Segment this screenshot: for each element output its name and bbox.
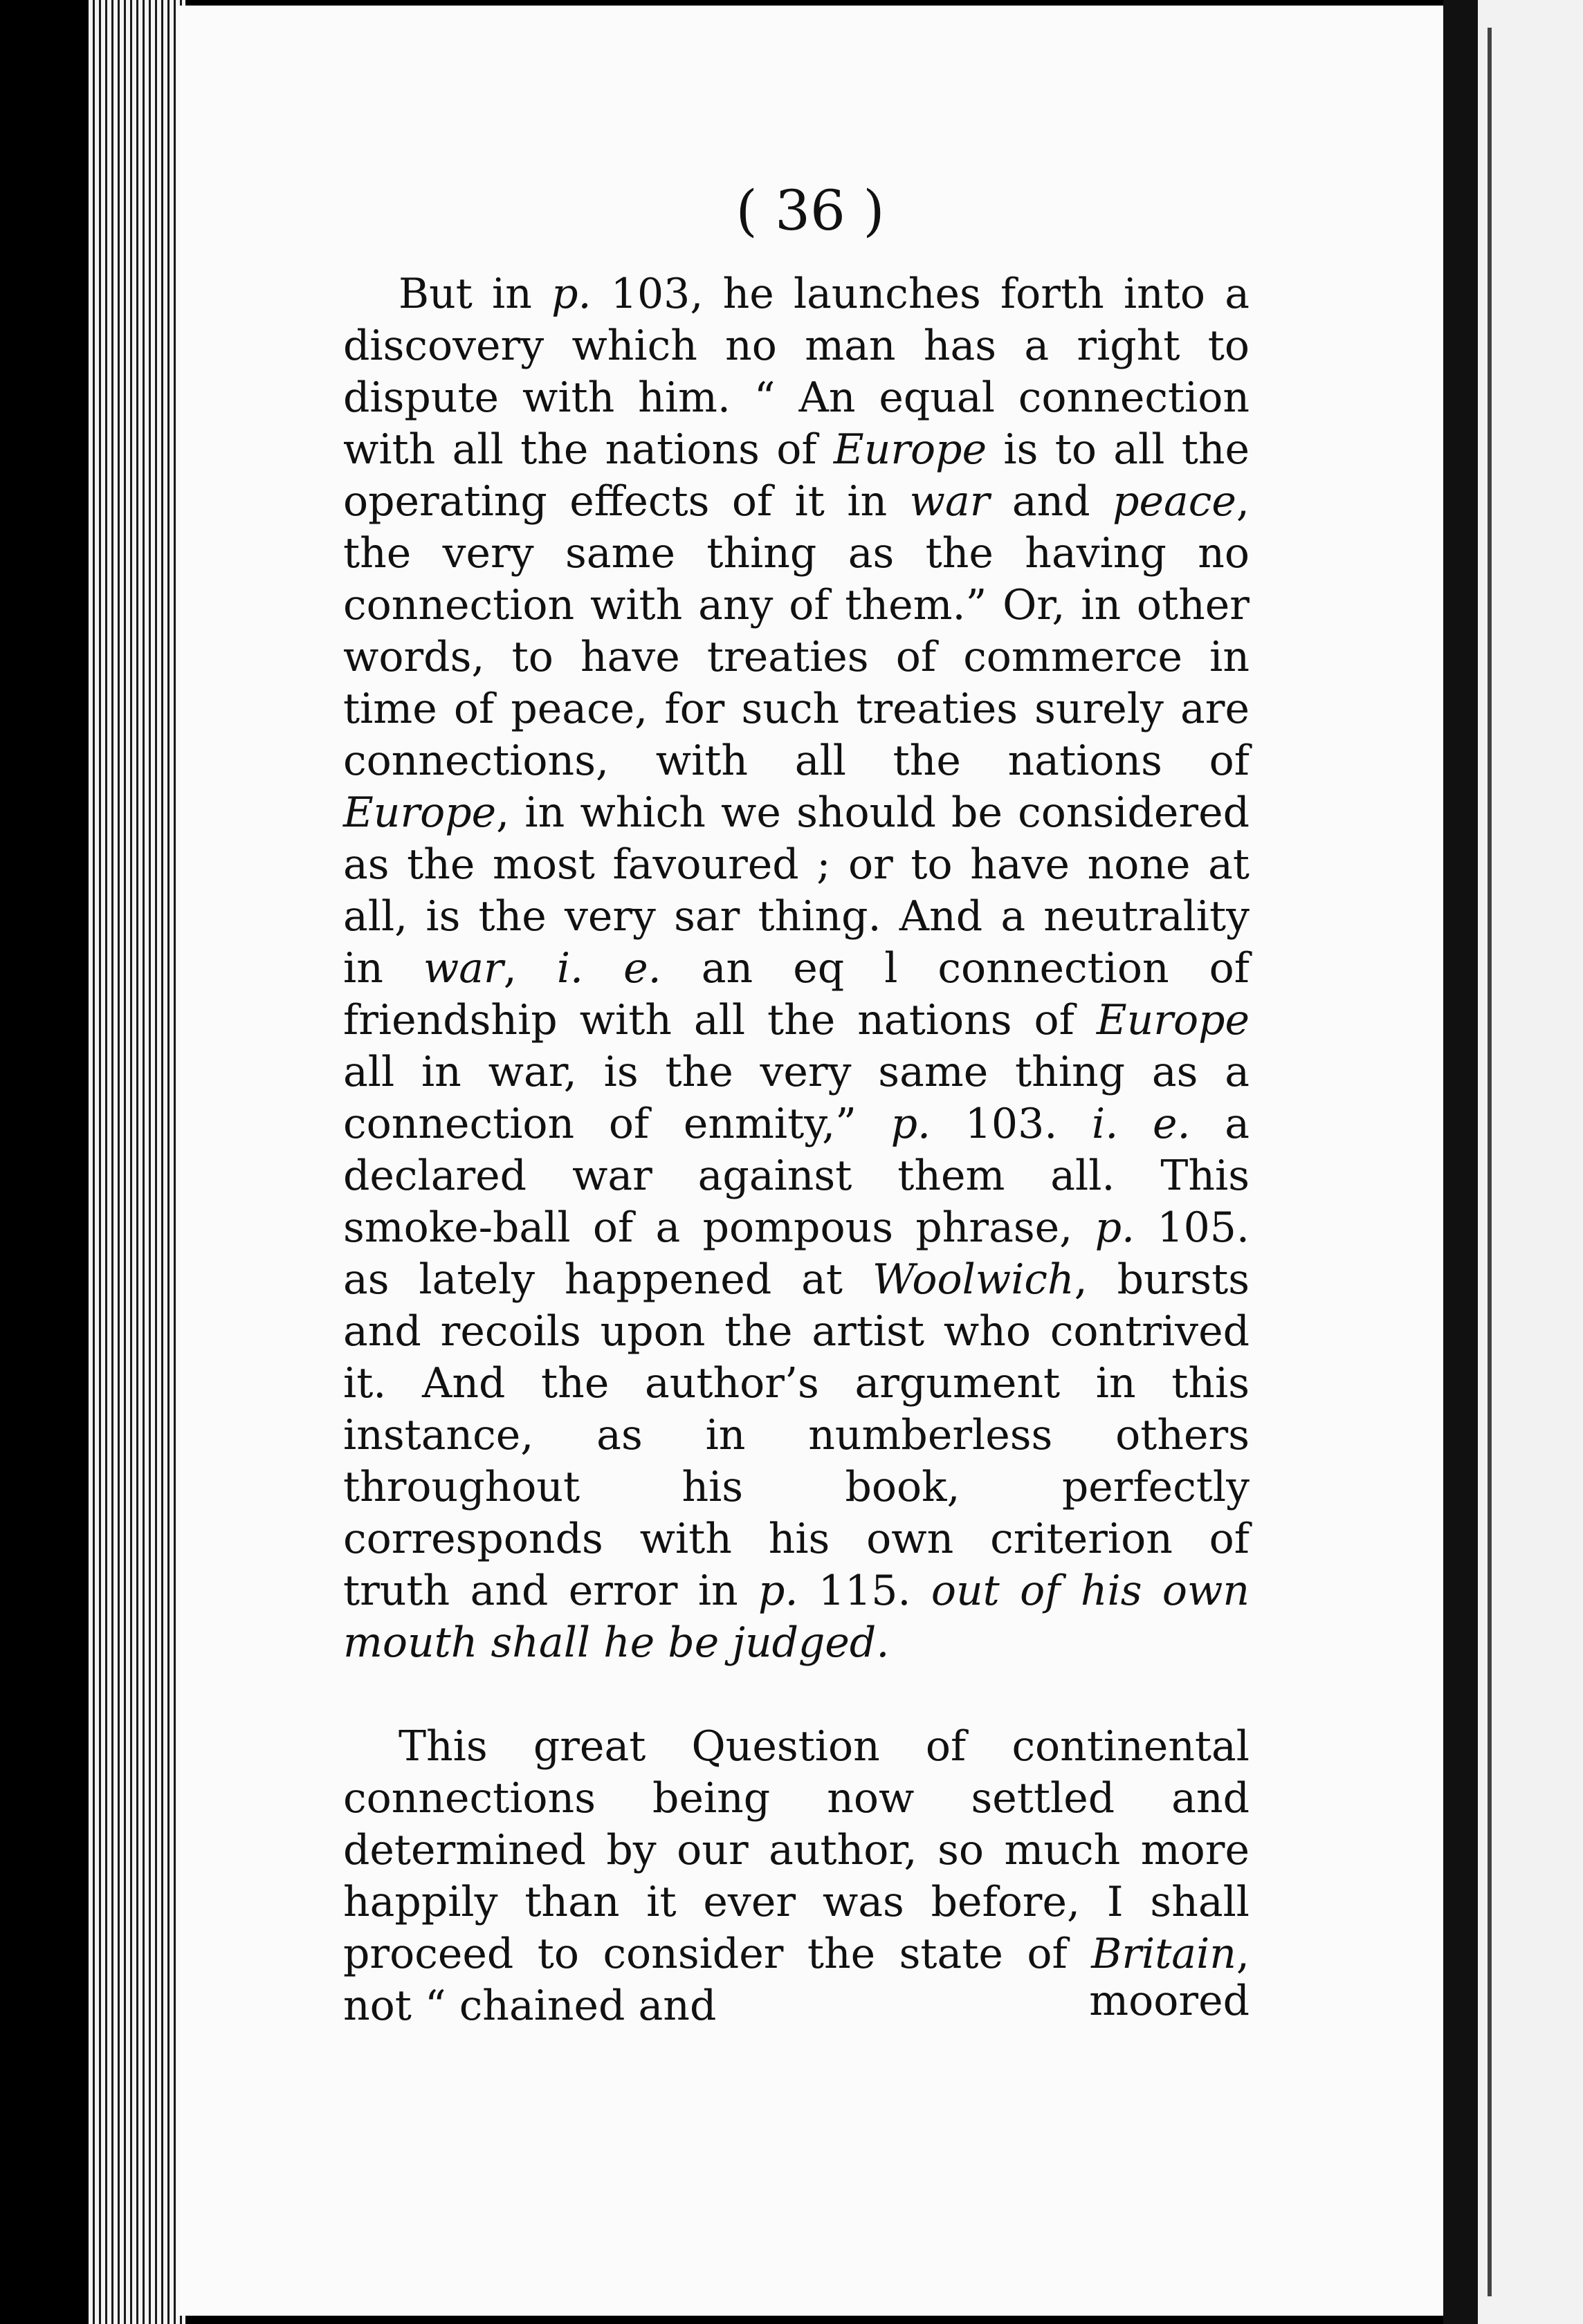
text-run: 103, he launches forth into a discovery which no man has a right to dispute with him. “ An equal connection with all the nations of <box>343 270 1250 474</box>
text-run: But in <box>399 270 552 318</box>
italic-text: p. <box>758 1567 798 1615</box>
text-run: 115. <box>798 1567 931 1615</box>
text-run: , not “ chained and <box>343 1930 1250 2030</box>
book-page-edges <box>89 0 185 2324</box>
book-page <box>177 6 1443 2316</box>
italic-text: Europe <box>343 788 497 837</box>
italic-text: Europe <box>1096 996 1250 1044</box>
catchword: moored <box>1089 1977 1250 2025</box>
text-run: a declared war against them all. This smoke-ball of a pompous phrase, <box>343 1100 1250 1252</box>
text-run: is to all the operating effects of it in <box>343 425 1250 526</box>
text-run: all in war, is the very same thing as a connection of enmity,” <box>343 1048 1250 1148</box>
text-run: an eq l connection of friendship with all the nations of <box>343 944 1250 1044</box>
binding-gutter <box>1443 0 1478 2324</box>
text-run: , the very same thing as the having no connection with any of them.” Or, in other words, to have treaties of commerce in time of peace, for such treaties surely are connections, with all the nations of <box>343 477 1250 785</box>
italic-text: p. <box>1095 1204 1135 1252</box>
text-run: 105. as lately happened at <box>343 1204 1250 1304</box>
text-run: 103. <box>931 1100 1092 1148</box>
italic-text: war <box>909 477 990 526</box>
text-run: and <box>989 477 1113 526</box>
italic-text: p. <box>551 270 592 318</box>
facing-page-edge <box>1478 0 1583 2324</box>
text-run: , in which we should be considered as the most favoured ; or to have none at all, is the very sar thing. And a neutrality in <box>343 788 1250 993</box>
page-number: ( 36 ) <box>735 178 885 243</box>
italic-text: p. <box>890 1100 931 1148</box>
italic-text: peace <box>1113 477 1236 526</box>
text-run: , <box>503 944 557 993</box>
italic-text: i. e. <box>1092 1100 1191 1148</box>
italic-text: Europe <box>833 425 987 474</box>
facing-page-rule <box>1488 28 1492 2296</box>
paragraph <box>343 268 1250 1669</box>
italic-text: war <box>423 944 504 993</box>
italic-text: Woolwich <box>872 1255 1074 1304</box>
body-text <box>343 268 1250 2032</box>
italic-text: Britain <box>1091 1930 1236 1978</box>
text-run: This great Question of continental connections being now settled and determined by our author, so much more happily than it ever was before, I shall proceed to consider the state of <box>343 1722 1250 1978</box>
italic-text: out of his own mouth shall he be judged. <box>343 1567 1250 1667</box>
text-run: , bursts and recoils upon the artist who contrived it. And the author’s argument in this instance, as in numberless others throughout his book, perfectly corresponds with his own criterion of truth and error in <box>343 1255 1250 1615</box>
italic-text: i. e. <box>556 944 661 993</box>
